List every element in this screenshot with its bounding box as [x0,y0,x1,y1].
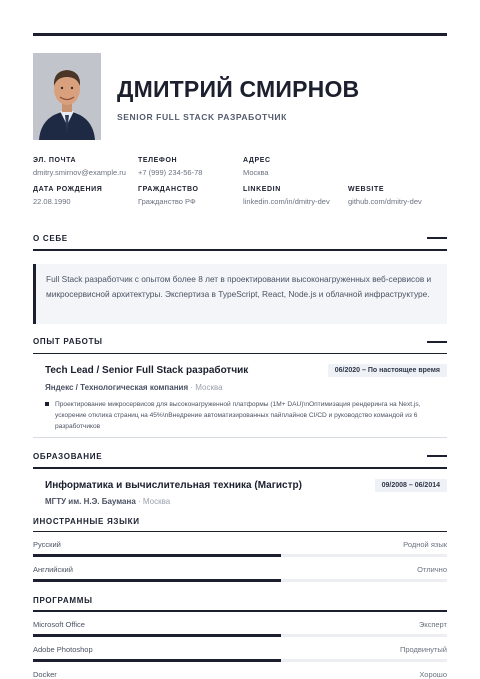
job-header [45,364,447,377]
job-entry [33,364,447,438]
software-item [33,620,447,637]
section-rule [33,249,447,251]
section-rule [33,353,447,355]
skill-name: Microsoft Office [33,619,85,629]
skill-row [33,620,447,629]
contact-value: 22.08.1990 [33,197,71,206]
section-rule [33,467,447,469]
skill-name: Docker [33,669,57,679]
section-header [33,335,447,349]
school-location: · Москва [138,496,171,506]
contact-value: linkedin.com/in/dmitry-dev [243,197,330,206]
full-name: ДМИТРИЙ СМИРНОВ [117,76,360,102]
skill-bar-fill [33,579,281,582]
education-entry [33,479,447,517]
contact-address [243,157,348,177]
contact-website [348,186,447,206]
section-rule [33,531,447,533]
contact-value: Москва [243,168,269,177]
skill-row [33,540,447,549]
bullet-text: Проектирование микросервисов для высоконагруженной платформы (1M+ DAU)\nОптимизация рендеринга на Next.js, ускорение отклика страниц на 45%\nВнедрение автоматизированных пайплайнов CI/CD и руководство командой из 6 разработчиков [55,401,421,430]
skill-level: Продвинутый [399,644,447,654]
languages-section [33,517,447,583]
about-section [33,231,447,324]
skill-row [33,565,447,574]
section-title: О СЕБЕ [33,233,68,243]
skill-bar [33,659,447,662]
contact-value: github.com/dmitry-dev [348,197,422,206]
contact-label: ЭЛ. ПОЧТА [33,157,77,164]
skill-level: Хорошо [419,669,447,679]
contact-email [33,157,138,177]
skill-bar [33,634,447,637]
contact-label: LINKEDIN [243,186,281,193]
contact-birthdate [33,186,138,206]
skill-row [33,670,447,679]
skill-bar-fill [33,554,281,557]
job-title: SENIOR FULL STACK РАЗРАБОТЧИК [117,112,287,122]
section-header [33,231,447,245]
school-line [45,497,447,506]
contact-citizenship [138,186,243,206]
contact-phone [138,157,243,177]
top-rule [33,33,447,36]
contact-label: ДАТА РОЖДЕНИЯ [33,186,103,193]
position-title: Tech Lead / Senior Full Stack разработчик [45,365,249,376]
section-title: ОБРАЗОВАНИЕ [33,451,103,461]
date-badge: 06/2020 – По настоящее время [328,364,447,377]
contact-label: ГРАЖДАНСТВО [138,186,199,193]
company-line [45,383,447,392]
section-title: ИНОСТРАННЫЕ ЯЗЫКИ [33,516,140,526]
education-header [45,479,447,492]
skill-level: Эксперт [418,619,447,629]
language-item [33,565,447,582]
about-box [33,264,447,324]
software-item [33,645,447,662]
skill-row [33,645,447,654]
about-text: Full Stack разработчик с опытом более 8 лет в проектировании высоконагруженных веб-сервисов и микросервисной архитектуры. Экспертиза в TypeScript, React, Node.js и облачной инфраструктуре. [46,273,432,299]
contact-label: ТЕЛЕФОН [138,157,178,164]
software-item [33,670,447,679]
name-block [117,53,359,140]
skill-bar [33,579,447,582]
company-location: · Москва [190,383,223,392]
skill-bar-fill [33,634,281,637]
section-dash [427,341,447,343]
section-header [33,449,447,463]
skill-level: Отлично [417,565,447,574]
section-title: ПРОГРАММЫ [33,596,93,605]
language-item [33,540,447,557]
contact-label: WEBSITE [348,186,385,193]
skill-bar-fill [33,659,281,662]
software-section [33,596,447,679]
skill-level: Родной язык [403,540,447,549]
company-name: Яндекс / Технологическая компания [45,383,189,392]
contact-value: +7 (999) 234-56-78 [138,168,203,177]
bullet-item [45,399,447,432]
section-rule [33,610,447,612]
contact-linkedin [243,186,348,206]
section-dash [427,237,447,239]
contact-grid [33,157,447,206]
contact-empty [348,157,447,177]
education-section [33,449,447,517]
profile-photo [33,53,101,140]
skill-bar [33,554,447,557]
experience-section [33,335,447,439]
skill-name: Adobe Photoshop [33,644,93,654]
date-badge: 09/2008 – 06/2014 [375,479,447,492]
contact-value: dmitry.smirnov@example.ru [33,168,126,177]
contact-label: АДРЕС [243,157,271,164]
skill-name: Русский [33,540,61,549]
skill-name: Английский [33,565,73,574]
school-name: МГТУ им. Н.Э. Баумана [45,496,136,506]
resume-page [33,33,447,679]
bullet-square-icon [45,402,49,406]
degree-title: Информатика и вычислительная техника (Магистр) [45,479,302,491]
contact-value: Гражданство РФ [138,197,196,206]
section-dash [427,455,447,457]
section-title: ОПЫТ РАБОТЫ [33,337,103,346]
header [33,53,447,140]
